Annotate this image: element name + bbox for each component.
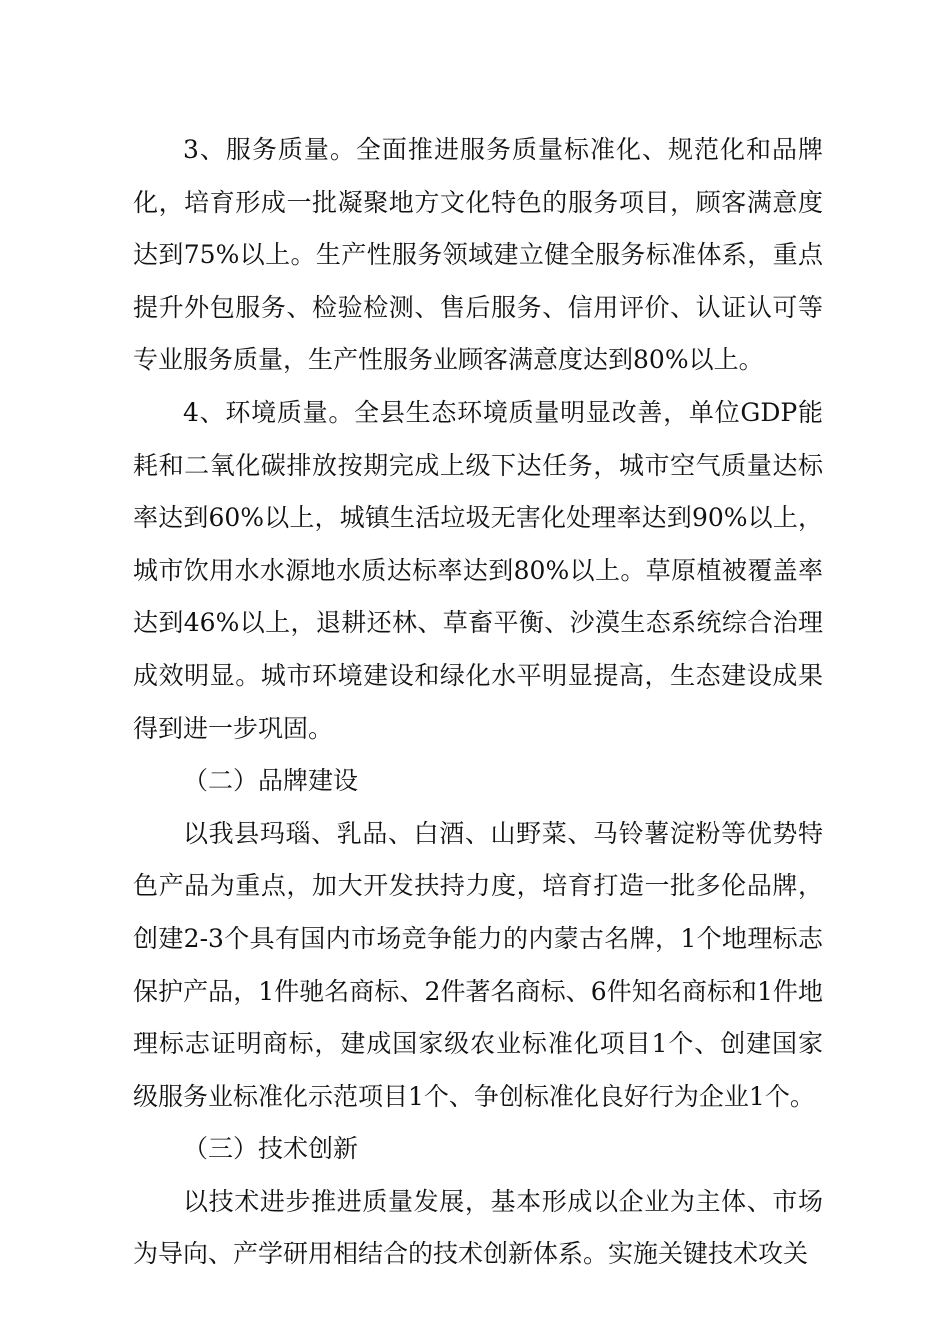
- paragraph-brand-building: 以我县玛瑙、乳品、白酒、山野菜、马铃薯淀粉等优势特色产品为重点，加大开发扶持力度，培育打造一批多伦品牌，创建2-3个具有国内市场竞争能力的内蒙古名牌，1个地理标志保护产品，1件驰名商标、2件著名商标、6件知名商标和1件地理标志证明商标，建成国家级农业标准化项目1个、创建国家级服务业标准化示范项目1个、争创标准化良好行为企业1个。: [133, 818, 823, 1111]
- section-heading-tech: （三）技术创新: [183, 1134, 359, 1164]
- paragraph-tech-innovation: 以技术进步推进质量发展，基本形成以企业为主体、市场为导向、产学研用相结合的技术创新体系。实施关键技术攻关: [133, 1186, 823, 1269]
- section-heading-brand: （二）品牌建设: [183, 766, 359, 796]
- paragraph-service-quality: 3、服务质量。全面推进服务质量标准化、规范化和品牌化，培育形成一批凝聚地方文化特色的服务项目，顾客满意度达到75%以上。生产性服务领域建立健全服务标准体系，重点提升外包服务、检验检测、售后服务、信用评价、认证认可等专业服务质量，生产性服务业顾客满意度达到80%以上。: [133, 135, 823, 375]
- paragraph-environment-quality: 4、环境质量。全县生态环境质量明显改善，单位GDP能耗和二氧化碳排放按期完成上级下达任务，城市空气质量达标率达到60%以上，城镇生活垃圾无害化处理率达到90%以上，城市饮用水水源地水质达标率达到80%以上。草原植被覆盖率达到46%以上，退耕还林、草畜平衡、沙漠生态系统综合治理成效明显。城市环境建设和绿化水平明显提高，生态建设成果得到进一步巩固。: [133, 397, 823, 743]
- document-body: [133, 124, 823, 1281]
